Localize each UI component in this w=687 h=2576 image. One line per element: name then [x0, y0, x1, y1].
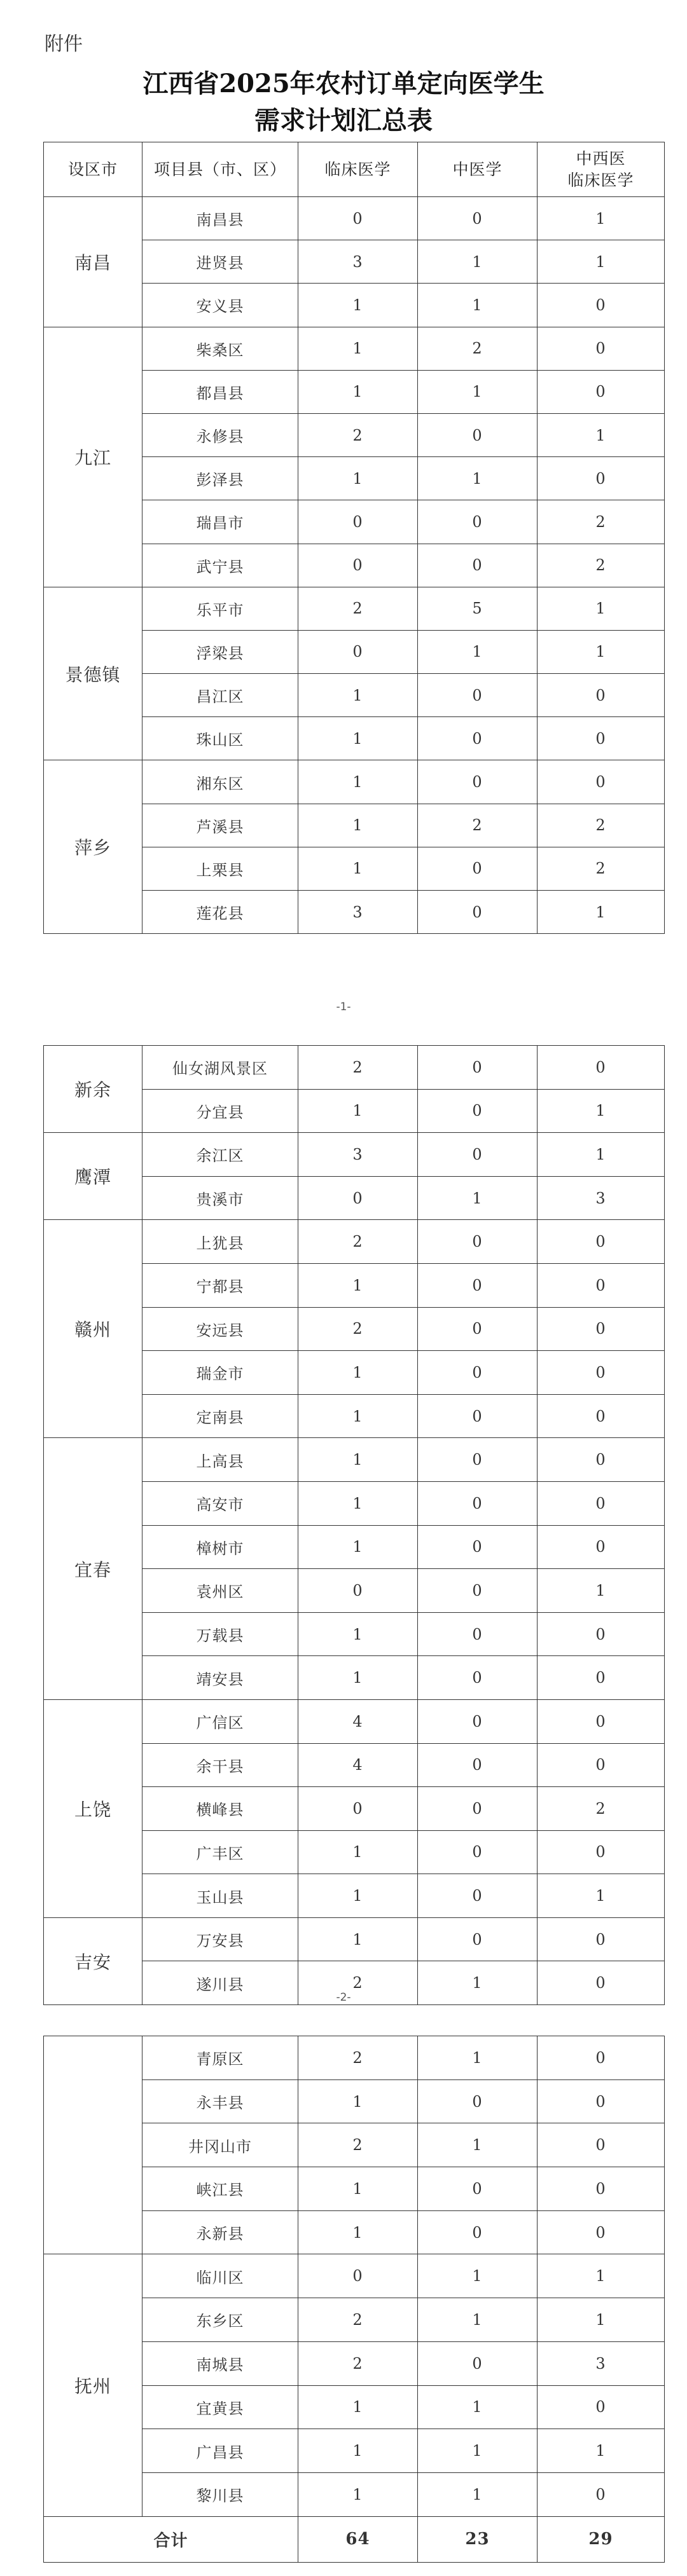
- city-cell: 萍乡: [44, 760, 142, 934]
- county-cell: 仙女湖风景区: [142, 1046, 298, 1090]
- tcm-count-cell: 1: [418, 2298, 538, 2342]
- tcm-count-cell: 0: [418, 197, 538, 240]
- county-cell: 万载县: [142, 1612, 298, 1656]
- annex-label: 附件: [45, 33, 83, 55]
- integrated-count-cell: 0: [538, 2210, 665, 2254]
- county-cell: 浮梁县: [142, 630, 298, 673]
- clinical-count-cell: 2: [298, 2123, 418, 2167]
- clinical-count-cell: 1: [298, 1525, 418, 1569]
- clinical-count-cell: 1: [298, 1612, 418, 1656]
- tcm-count-cell: 0: [418, 1917, 538, 1961]
- integrated-count-cell: 0: [538, 2036, 665, 2080]
- integrated-count-cell: 2: [538, 847, 665, 890]
- clinical-count-cell: 2: [298, 2341, 418, 2385]
- header-clinical: 临床医学: [298, 142, 418, 197]
- county-cell: 永丰县: [142, 2079, 298, 2123]
- integrated-count-cell: 0: [538, 1351, 665, 1395]
- county-cell: 乐平市: [142, 587, 298, 630]
- clinical-count-cell: 1: [298, 760, 418, 804]
- clinical-count-cell: 0: [298, 1787, 418, 1831]
- tcm-count-cell: 0: [418, 674, 538, 717]
- integrated-count-cell: 1: [538, 587, 665, 630]
- integrated-count-cell: 0: [538, 457, 665, 500]
- tcm-count-cell: 0: [418, 1263, 538, 1307]
- integrated-count-cell: 0: [538, 1743, 665, 1787]
- county-cell: 彭泽县: [142, 457, 298, 500]
- total-row: [44, 2516, 665, 2562]
- tcm-count-cell: 0: [418, 1874, 538, 1918]
- tcm-count-cell: 1: [418, 370, 538, 413]
- tcm-count-cell: 1: [418, 2254, 538, 2298]
- total-tcm: 23: [418, 2516, 538, 2562]
- county-cell: 余江区: [142, 1133, 298, 1177]
- tcm-count-cell: 0: [418, 1612, 538, 1656]
- integrated-count-cell: 0: [538, 674, 665, 717]
- header-tcm: 中医学: [418, 142, 538, 197]
- integrated-count-cell: 0: [538, 1612, 665, 1656]
- tcm-count-cell: 0: [418, 891, 538, 934]
- integrated-count-cell: 0: [538, 2385, 665, 2429]
- clinical-count-cell: 3: [298, 891, 418, 934]
- page-number: -2-: [336, 1991, 351, 2004]
- summary-table-page-3: [43, 2036, 665, 2563]
- county-cell: 都昌县: [142, 370, 298, 413]
- county-cell: 东乡区: [142, 2298, 298, 2342]
- county-cell: 上犹县: [142, 1220, 298, 1264]
- integrated-count-cell: 1: [538, 1133, 665, 1177]
- integrated-count-cell: 0: [538, 1699, 665, 1743]
- tcm-count-cell: 0: [418, 1699, 538, 1743]
- clinical-count-cell: 1: [298, 370, 418, 413]
- county-cell: 永新县: [142, 2210, 298, 2254]
- county-cell: 樟树市: [142, 1525, 298, 1569]
- integrated-count-cell: 0: [538, 717, 665, 760]
- integrated-count-cell: 0: [538, 1961, 665, 2005]
- tcm-count-cell: 0: [418, 1481, 538, 1525]
- county-cell: 柴桑区: [142, 327, 298, 370]
- county-cell: 广信区: [142, 1699, 298, 1743]
- tcm-count-cell: 0: [418, 1133, 538, 1177]
- tcm-count-cell: 1: [418, 2123, 538, 2167]
- clinical-count-cell: 2: [298, 1220, 418, 1264]
- clinical-count-cell: 1: [298, 674, 418, 717]
- header-county: 项目县（市、区）: [142, 142, 298, 197]
- clinical-count-cell: 2: [298, 1307, 418, 1351]
- clinical-count-cell: 1: [298, 847, 418, 890]
- clinical-count-cell: 1: [298, 804, 418, 847]
- county-cell: 黎川县: [142, 2472, 298, 2516]
- clinical-count-cell: 0: [298, 1569, 418, 1613]
- integrated-count-cell: 0: [538, 760, 665, 804]
- tcm-count-cell: 0: [418, 847, 538, 890]
- county-cell: 上栗县: [142, 847, 298, 890]
- county-cell: 余干县: [142, 1743, 298, 1787]
- integrated-count-cell: 2: [538, 1787, 665, 1831]
- integrated-count-cell: 0: [538, 1220, 665, 1264]
- integrated-count-cell: 0: [538, 1525, 665, 1569]
- table-row: [44, 197, 665, 240]
- clinical-count-cell: 1: [298, 1438, 418, 1482]
- clinical-count-cell: 2: [298, 413, 418, 456]
- tcm-count-cell: 1: [418, 630, 538, 673]
- tcm-count-cell: 0: [418, 1220, 538, 1264]
- clinical-count-cell: 1: [298, 717, 418, 760]
- clinical-count-cell: 1: [298, 1263, 418, 1307]
- county-cell: 广丰区: [142, 1830, 298, 1874]
- clinical-count-cell: 0: [298, 630, 418, 673]
- county-cell: 上高县: [142, 1438, 298, 1482]
- integrated-count-cell: 0: [538, 2079, 665, 2123]
- tcm-count-cell: 0: [418, 2341, 538, 2385]
- table-row: [44, 327, 665, 370]
- county-cell: 贵溪市: [142, 1176, 298, 1220]
- clinical-count-cell: 1: [298, 2429, 418, 2473]
- header-integrated: [538, 142, 665, 197]
- clinical-count-cell: 1: [298, 1830, 418, 1874]
- tcm-count-cell: 0: [418, 1830, 538, 1874]
- table-row: [44, 2254, 665, 2298]
- county-cell: 青原区: [142, 2036, 298, 2080]
- clinical-count-cell: 2: [298, 1961, 418, 2005]
- integrated-count-cell: 0: [538, 1830, 665, 1874]
- city-cell: 南昌: [44, 197, 142, 327]
- page-number: -1-: [336, 1001, 351, 1013]
- integrated-count-cell: 1: [538, 2298, 665, 2342]
- tcm-count-cell: 0: [418, 1656, 538, 1700]
- integrated-count-cell: 0: [538, 2123, 665, 2167]
- clinical-count-cell: 0: [298, 544, 418, 587]
- integrated-count-cell: 0: [538, 1438, 665, 1482]
- integrated-count-cell: 1: [538, 240, 665, 284]
- county-cell: 宁都县: [142, 1263, 298, 1307]
- clinical-count-cell: 3: [298, 240, 418, 284]
- integrated-count-cell: 0: [538, 1263, 665, 1307]
- county-cell: 宜黄县: [142, 2385, 298, 2429]
- city-cell: 吉安: [44, 1917, 142, 2004]
- tcm-count-cell: 0: [418, 1307, 538, 1351]
- integrated-count-cell: 1: [538, 1569, 665, 1613]
- tcm-count-cell: 2: [418, 804, 538, 847]
- integrated-count-cell: 0: [538, 2472, 665, 2516]
- city-cell: 抚州: [44, 2254, 142, 2516]
- county-cell: 袁州区: [142, 1569, 298, 1613]
- header-integrated-line1: 中西医: [576, 149, 626, 168]
- clinical-count-cell: 0: [298, 500, 418, 544]
- city-cell: 宜春: [44, 1438, 142, 1700]
- header-integrated-line2: 临床医学: [567, 170, 634, 189]
- county-cell: 瑞金市: [142, 1351, 298, 1395]
- clinical-count-cell: 1: [298, 1656, 418, 1700]
- county-cell: 靖安县: [142, 1656, 298, 1700]
- county-cell: 安远县: [142, 1307, 298, 1351]
- tcm-count-cell: 0: [418, 2210, 538, 2254]
- city-cell: [44, 2036, 142, 2254]
- clinical-count-cell: 1: [298, 2472, 418, 2516]
- county-cell: 芦溪县: [142, 804, 298, 847]
- integrated-count-cell: 0: [538, 2167, 665, 2211]
- clinical-count-cell: 1: [298, 327, 418, 370]
- tcm-count-cell: 0: [418, 500, 538, 544]
- tcm-count-cell: 5: [418, 587, 538, 630]
- integrated-count-cell: 1: [538, 2254, 665, 2298]
- table-row: [44, 1220, 665, 1264]
- total-integrated: 29: [538, 2516, 665, 2562]
- tcm-count-cell: 0: [418, 413, 538, 456]
- tcm-count-cell: 1: [418, 2036, 538, 2080]
- header-city: 设区市: [44, 142, 142, 197]
- clinical-count-cell: 3: [298, 1133, 418, 1177]
- total-clinical: 64: [298, 2516, 418, 2562]
- tcm-count-cell: 1: [418, 1176, 538, 1220]
- integrated-count-cell: 2: [538, 804, 665, 847]
- total-label: 合计: [44, 2516, 298, 2562]
- clinical-count-cell: 1: [298, 1874, 418, 1918]
- county-cell: 进贤县: [142, 240, 298, 284]
- clinical-count-cell: 1: [298, 2210, 418, 2254]
- tcm-count-cell: 0: [418, 1046, 538, 1090]
- tcm-count-cell: 0: [418, 1569, 538, 1613]
- city-cell: 景德镇: [44, 587, 142, 760]
- table-row: [44, 2036, 665, 2080]
- clinical-count-cell: 4: [298, 1743, 418, 1787]
- county-cell: 珠山区: [142, 717, 298, 760]
- table-row: [44, 1133, 665, 1177]
- integrated-count-cell: 0: [538, 284, 665, 327]
- clinical-count-cell: 2: [298, 587, 418, 630]
- clinical-count-cell: 2: [298, 2036, 418, 2080]
- clinical-count-cell: 1: [298, 1089, 418, 1133]
- tcm-count-cell: 0: [418, 1351, 538, 1395]
- county-cell: 遂川县: [142, 1961, 298, 2005]
- integrated-count-cell: 3: [538, 2341, 665, 2385]
- county-cell: 高安市: [142, 1481, 298, 1525]
- integrated-count-cell: 1: [538, 630, 665, 673]
- clinical-count-cell: 4: [298, 1699, 418, 1743]
- integrated-count-cell: 2: [538, 500, 665, 544]
- tcm-count-cell: 2: [418, 327, 538, 370]
- integrated-count-cell: 0: [538, 1917, 665, 1961]
- clinical-count-cell: 0: [298, 2254, 418, 2298]
- tcm-count-cell: 0: [418, 2079, 538, 2123]
- clinical-count-cell: 0: [298, 197, 418, 240]
- tcm-count-cell: 0: [418, 1394, 538, 1438]
- summary-table-page-2: [43, 1045, 665, 2005]
- integrated-count-cell: 0: [538, 1046, 665, 1090]
- county-cell: 玉山县: [142, 1874, 298, 1918]
- county-cell: 瑞昌市: [142, 500, 298, 544]
- integrated-count-cell: 1: [538, 1089, 665, 1133]
- county-cell: 分宜县: [142, 1089, 298, 1133]
- tcm-count-cell: 1: [418, 2472, 538, 2516]
- tcm-count-cell: 1: [418, 1961, 538, 2005]
- clinical-count-cell: 0: [298, 1176, 418, 1220]
- tcm-count-cell: 0: [418, 1787, 538, 1831]
- document-title-line2: 需求计划汇总表: [254, 106, 433, 135]
- clinical-count-cell: 1: [298, 457, 418, 500]
- county-cell: 万安县: [142, 1917, 298, 1961]
- integrated-count-cell: 0: [538, 1394, 665, 1438]
- county-cell: 武宁县: [142, 544, 298, 587]
- integrated-count-cell: 0: [538, 1481, 665, 1525]
- tcm-count-cell: 1: [418, 240, 538, 284]
- tcm-count-cell: 1: [418, 284, 538, 327]
- table-row: [44, 1438, 665, 1482]
- clinical-count-cell: 1: [298, 1917, 418, 1961]
- table-row: [44, 1699, 665, 1743]
- clinical-count-cell: 1: [298, 284, 418, 327]
- clinical-count-cell: 2: [298, 1046, 418, 1090]
- clinical-count-cell: 1: [298, 1481, 418, 1525]
- county-cell: 昌江区: [142, 674, 298, 717]
- integrated-count-cell: 3: [538, 1176, 665, 1220]
- county-cell: 峡江县: [142, 2167, 298, 2211]
- table-row: [44, 1046, 665, 1090]
- city-cell: 新余: [44, 1046, 142, 1133]
- tcm-count-cell: 0: [418, 1743, 538, 1787]
- table-row: [44, 760, 665, 804]
- county-cell: 永修县: [142, 413, 298, 456]
- county-cell: 湘东区: [142, 760, 298, 804]
- county-cell: 南城县: [142, 2341, 298, 2385]
- tcm-count-cell: 1: [418, 2385, 538, 2429]
- table-row: [44, 1917, 665, 1961]
- clinical-count-cell: 1: [298, 1351, 418, 1395]
- tcm-count-cell: 0: [418, 717, 538, 760]
- clinical-count-cell: 1: [298, 1394, 418, 1438]
- tcm-count-cell: 1: [418, 2429, 538, 2473]
- county-cell: 广昌县: [142, 2429, 298, 2473]
- county-cell: 横峰县: [142, 1787, 298, 1831]
- county-cell: 临川区: [142, 2254, 298, 2298]
- summary-table-page-1: [43, 142, 665, 934]
- integrated-count-cell: 1: [538, 2429, 665, 2473]
- integrated-count-cell: 1: [538, 197, 665, 240]
- tcm-count-cell: 0: [418, 1089, 538, 1133]
- integrated-count-cell: 0: [538, 1307, 665, 1351]
- integrated-count-cell: 2: [538, 544, 665, 587]
- table-row: [44, 587, 665, 630]
- county-cell: 井冈山市: [142, 2123, 298, 2167]
- integrated-count-cell: 0: [538, 370, 665, 413]
- county-cell: 南昌县: [142, 197, 298, 240]
- city-cell: 赣州: [44, 1220, 142, 1438]
- tcm-count-cell: 0: [418, 544, 538, 587]
- city-cell: 上饶: [44, 1699, 142, 1917]
- clinical-count-cell: 1: [298, 2079, 418, 2123]
- integrated-count-cell: 0: [538, 1656, 665, 1700]
- tcm-count-cell: 0: [418, 2167, 538, 2211]
- county-cell: 莲花县: [142, 891, 298, 934]
- integrated-count-cell: 1: [538, 413, 665, 456]
- integrated-count-cell: 1: [538, 891, 665, 934]
- tcm-count-cell: 1: [418, 457, 538, 500]
- county-cell: 定南县: [142, 1394, 298, 1438]
- county-cell: 安义县: [142, 284, 298, 327]
- integrated-count-cell: 1: [538, 1874, 665, 1918]
- clinical-count-cell: 1: [298, 2167, 418, 2211]
- integrated-count-cell: 0: [538, 327, 665, 370]
- document-title-line1: 江西省2025年农村订单定向医学生: [142, 69, 545, 99]
- city-cell: 鹰潭: [44, 1133, 142, 1220]
- clinical-count-cell: 2: [298, 2298, 418, 2342]
- city-cell: 九江: [44, 327, 142, 587]
- tcm-count-cell: 0: [418, 760, 538, 804]
- tcm-count-cell: 0: [418, 1525, 538, 1569]
- tcm-count-cell: 0: [418, 1438, 538, 1482]
- clinical-count-cell: 1: [298, 2385, 418, 2429]
- table-header-row: [44, 142, 665, 197]
